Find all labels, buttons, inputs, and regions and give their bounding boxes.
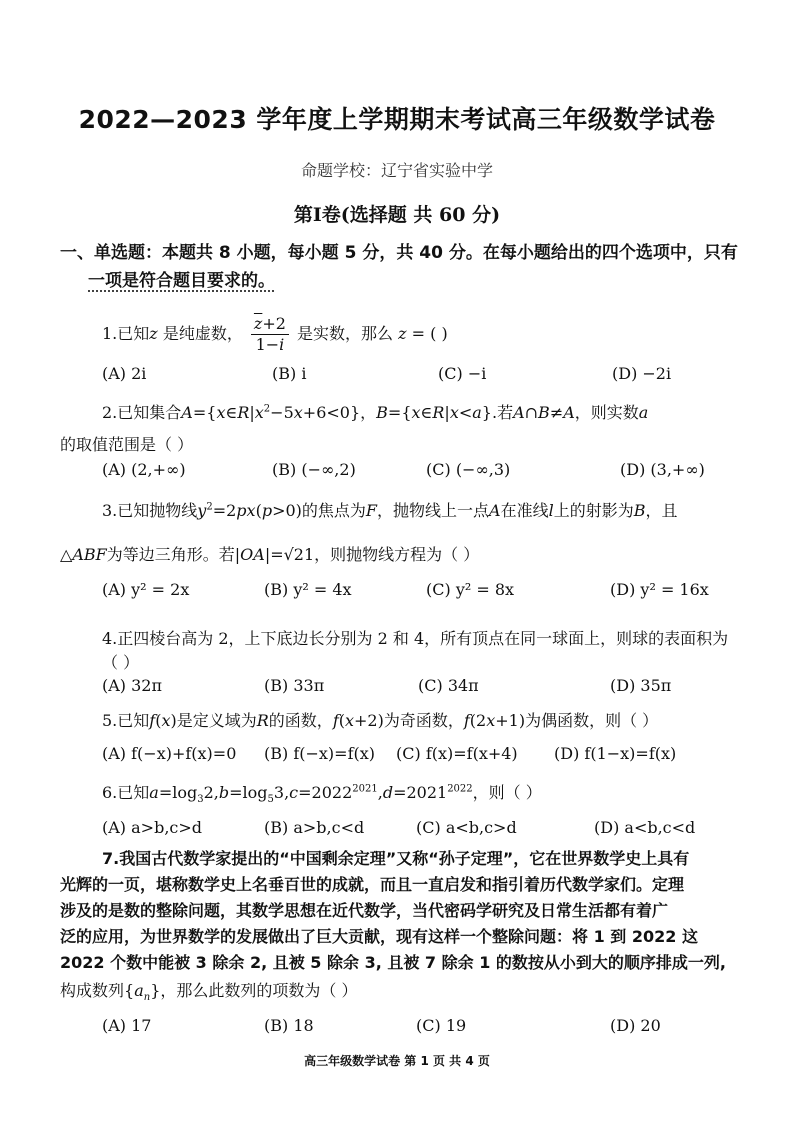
q5-option-c[interactable]: (C) f(x)=f(x+4) xyxy=(396,744,518,763)
q4-option-a[interactable]: (A) 32π xyxy=(102,676,162,695)
q2-text-a: 2.已知集合 xyxy=(102,403,182,422)
question-7-line6: 构成数列$\{a_n\}$，那么此数列的项数为（ ） xyxy=(60,981,358,1004)
page-title: 2022—2023 学年度上学期期末考试高三年级数学试卷 xyxy=(78,105,716,134)
q4-option-c[interactable]: (C) 34π xyxy=(418,676,479,695)
q1-prefix: 1.已知 xyxy=(102,324,150,343)
section-instruction-line1: 一、单选题：本题共 8 小题，每小题 5 分，共 40 分。在每小题给出的四个选项中，只有 xyxy=(60,243,738,263)
school-name: 命题学校：辽宁省实验中学 xyxy=(300,161,493,180)
q7-option-c[interactable]: (C) 19 xyxy=(416,1016,467,1035)
q7-option-a[interactable]: (A) 17 xyxy=(102,1016,152,1035)
question-3: 3.已知抛物线$y^2=2px(p>0)$的焦点为F，抛物线上一点A在准线l上的射影为B，且 xyxy=(102,501,678,520)
q1-mid: 是纯虚数， xyxy=(162,324,243,343)
question-7-line2: 光辉的一页，堪称数学史上名垂百世的成就，而且一直启发和指引着历代数学家们。定理 xyxy=(60,875,685,894)
q6-option-a[interactable]: (A) a>b,c>d xyxy=(102,818,203,837)
q3-text-e: 上的射影为 xyxy=(553,501,634,520)
q3-text-g: 为等边三角形。若 xyxy=(106,545,235,564)
q1-option-d[interactable]: (D) −2i xyxy=(612,364,672,383)
q6-text-a: 6.已知 xyxy=(102,783,150,802)
q5-text-d: 为奇函数， xyxy=(383,711,464,730)
section-instruction-line2: 一项是符合题目要求的。 xyxy=(88,271,275,291)
q7-text-a: 构成数列 xyxy=(60,981,125,1000)
q2-text-b: .若 xyxy=(491,403,514,422)
q2-option-b[interactable]: (B) (−∞,2) xyxy=(272,460,356,479)
q3-text-a: 3.已知抛物线 xyxy=(102,501,198,520)
q5-option-d[interactable]: (D) f(1−x)=f(x) xyxy=(554,744,677,763)
q5-text-b: 是定义域为 xyxy=(176,711,257,730)
question-7-line5: 2022 个数中能被 3 除余 2, 且被 5 除余 3, 且被 7 除余 1 的数按从小到大的顺序排成一列, xyxy=(60,953,726,972)
q3-text-h: ，则抛物线方程为（ ） xyxy=(314,545,480,564)
q3-line2: △ABF为等边三角形。若|OA|=√21，则抛物线方程为（ ） xyxy=(60,545,480,564)
q7-option-b[interactable]: (B) 18 xyxy=(264,1016,314,1035)
q3-option-a[interactable]: (A) y² = 2x xyxy=(102,580,190,599)
q2-line2: 的取值范围是（ ） xyxy=(60,435,194,454)
page-footer: 高三年级数学试卷 第 1 页 共 4 页 xyxy=(304,1054,490,1068)
q6-option-d[interactable]: (D) a<b,c<d xyxy=(594,818,696,837)
q3-text-f: ，且 xyxy=(645,501,678,520)
q5-text-a: 5.已知 xyxy=(102,711,150,730)
q5-option-b[interactable]: (B) f(−x)=f(x) xyxy=(264,744,375,763)
q1-end: ( ) xyxy=(430,324,448,343)
q3-option-c[interactable]: (C) y² = 8x xyxy=(426,580,515,599)
q7-option-d[interactable]: (D) 20 xyxy=(610,1016,661,1035)
q3-option-b[interactable]: (B) y² = 4x xyxy=(264,580,352,599)
question-6: 6.已知$a=\log_32,b=\log_53,c=2022^{2021},d=2021^{2022}$，则（ ） xyxy=(102,783,542,806)
q6-text-b: ，则（ ） xyxy=(472,783,542,802)
q5-text-e: 为偶函数，则（ ） xyxy=(525,711,659,730)
q6-option-c[interactable]: (C) a<b,c>d xyxy=(416,818,517,837)
q4-option-b[interactable]: (B) 33π xyxy=(264,676,325,695)
q5-option-a[interactable]: (A) f(−x)+f(x)=0 xyxy=(102,744,237,763)
q2-text-c: ，则实数 xyxy=(574,403,639,422)
q3-text-d: 在准线 xyxy=(500,501,549,520)
q1-option-c[interactable]: (C) −i xyxy=(438,364,487,383)
q2-option-c[interactable]: (C) (−∞,3) xyxy=(426,460,511,479)
q2-option-d[interactable]: (D) (3,+∞) xyxy=(620,460,705,479)
q1-option-a[interactable]: (A) 2i xyxy=(102,364,147,383)
q7-text-b: ，那么此数列的项数为（ ） xyxy=(160,981,358,1000)
q1-option-b[interactable]: (B) i xyxy=(272,364,307,383)
question-5: 5.已知f(x)是定义域为R的函数，f(x+2)为奇函数，f(2x+1)为偶函数，则（ ） xyxy=(102,711,659,730)
q1-suffix: 是实数，那么 xyxy=(297,324,394,343)
question-7-line3: 涉及的是数的整除问题，其数学思想在近代数学，当代密码学研究及日常生活都有着广 xyxy=(60,901,669,920)
question-4: 4.正四棱台高为 2，上下底边长分别为 2 和 4，所有顶点在同一球面上，则球的表面积为 xyxy=(102,629,729,648)
volume-heading: 第Ⅰ卷(选择题 共 60 分) xyxy=(293,204,501,226)
question-7-line1: 7.我国古代数学家提出的“中国剩余定理”又称“孙子定理”，它在世界数学史上具有 xyxy=(102,849,690,868)
q3-option-d[interactable]: (D) y² = 16x xyxy=(610,580,709,599)
q5-text-c: 的函数， xyxy=(268,711,333,730)
q6-option-b[interactable]: (B) a>b,c<d xyxy=(264,818,365,837)
q1-fraction: $\frac{\overline{z}+2}{1-i}$ xyxy=(251,314,289,355)
q3-text-c: ，抛物线上一点 xyxy=(377,501,490,520)
q2-option-a[interactable]: (A) (2,+∞) xyxy=(102,460,186,479)
q4-option-d[interactable]: (D) 35π xyxy=(610,676,672,695)
q4-line2: （ ） xyxy=(102,653,140,672)
question-7-line4: 泛的应用，为世界数学的发展做出了巨大贡献，现有这样一个整除问题：将 1 到 2022 这 xyxy=(60,927,698,946)
question-1: 1.已知z 是纯虚数， $\frac{\overline{z}+2}{1-i}$ 是实数，那么 z = ( ) xyxy=(102,314,448,354)
question-2: 2.已知集合$A=\{x\in R|x^2-5x+6<0\}$，B={x∈R|x<a}.若A∩B≠A，则实数a xyxy=(102,403,649,422)
q3-text-b: 的焦点为 xyxy=(301,501,366,520)
